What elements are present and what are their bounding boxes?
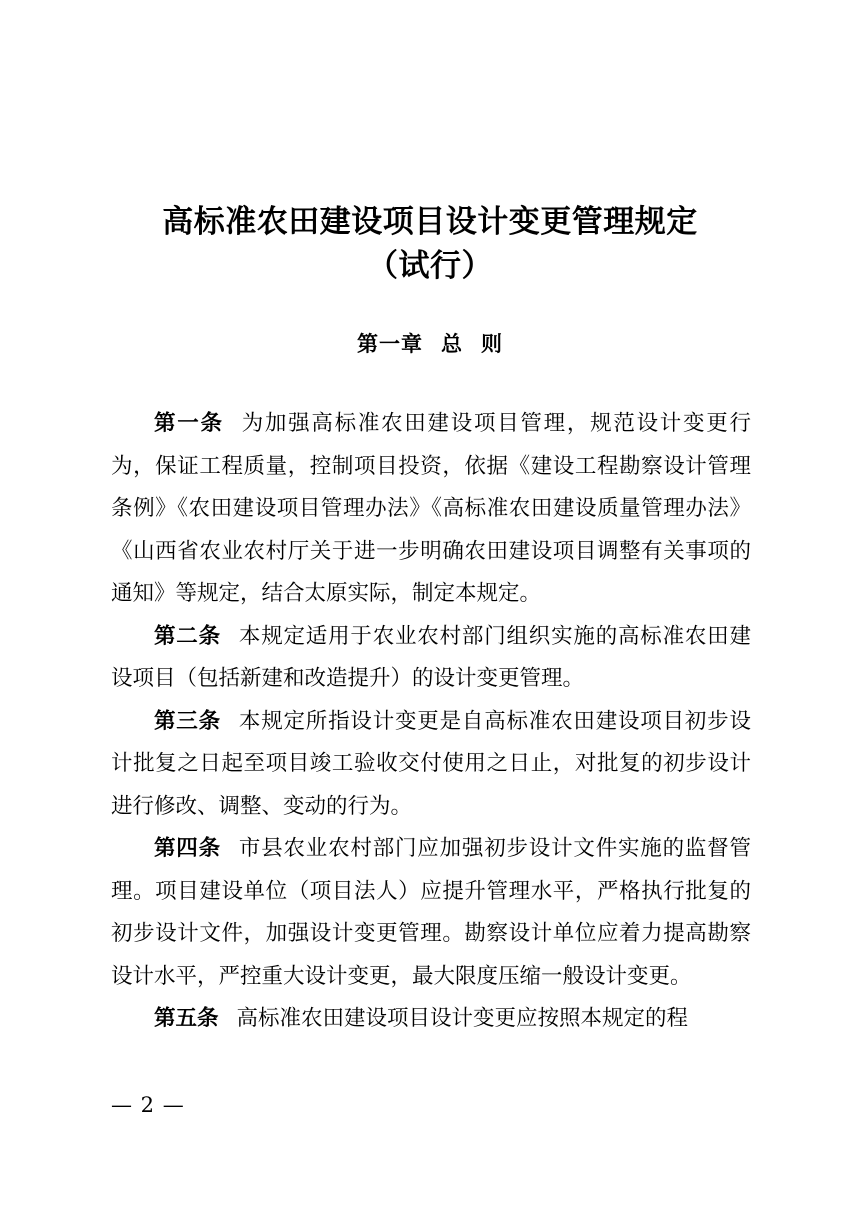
- article-text: 市县农业农村部门应加强初步设计文件实施的监督管理。项目建设单位（项目法人）应提升管理水平，严格执行批复的初步设计文件，加强设计变更管理。勘察设计单位应着力提高勘察设计水平，严控重大设计变更，最大限度压缩一般设计变更。: [111, 836, 751, 989]
- document-body: [111, 403, 751, 1041]
- chapter-heading: [0, 328, 860, 358]
- document-title: 高标准农田建设项目设计变更管理规定: [162, 204, 698, 240]
- article-text: 本规定适用于农业农村部门组织实施的高标准农田建设项目（包括新建和改造提升）的设计变更管理。: [111, 623, 751, 691]
- document-subtitle: （试行）: [367, 248, 493, 284]
- article-heading: 第五条: [154, 1006, 219, 1031]
- article-5: [111, 998, 751, 1041]
- article-text: 高标准农田建设项目设计变更应按照本规定的程: [236, 1006, 689, 1031]
- article-4: [111, 828, 751, 998]
- article-2: [111, 616, 751, 701]
- article-heading: 第一条: [154, 411, 224, 436]
- article-3: [111, 701, 751, 829]
- article-1: [111, 403, 751, 616]
- article-heading: 第二条: [154, 623, 221, 649]
- chapter-number: 第一章: [357, 331, 423, 356]
- article-heading: 第三条: [154, 708, 221, 734]
- article-text: 本规定所指设计变更是自高标准农田建设项目初步设计批复之日起至项目竣工验收交付使用之日止，对批复的初步设计进行修改、调整、变动的行为。: [111, 708, 751, 819]
- article-heading: 第四条: [154, 836, 221, 861]
- page-number: — 2 —: [111, 1093, 185, 1117]
- chapter-title-part1: 总: [441, 331, 463, 356]
- article-text: 为加强高标准农田建设项目管理，规范设计变更行为，保证工程质量，控制项目投资，依据《建设工程勘察设计管理条例》《农田建设项目管理办法》《高标准农田建设质量管理办法》《山西省农业农村厅关于进一步明确农田建设项目调整有关事项的通知》等规定，结合太原实际，制定本规定。: [111, 411, 751, 606]
- chapter-title-part2: 则: [481, 331, 503, 356]
